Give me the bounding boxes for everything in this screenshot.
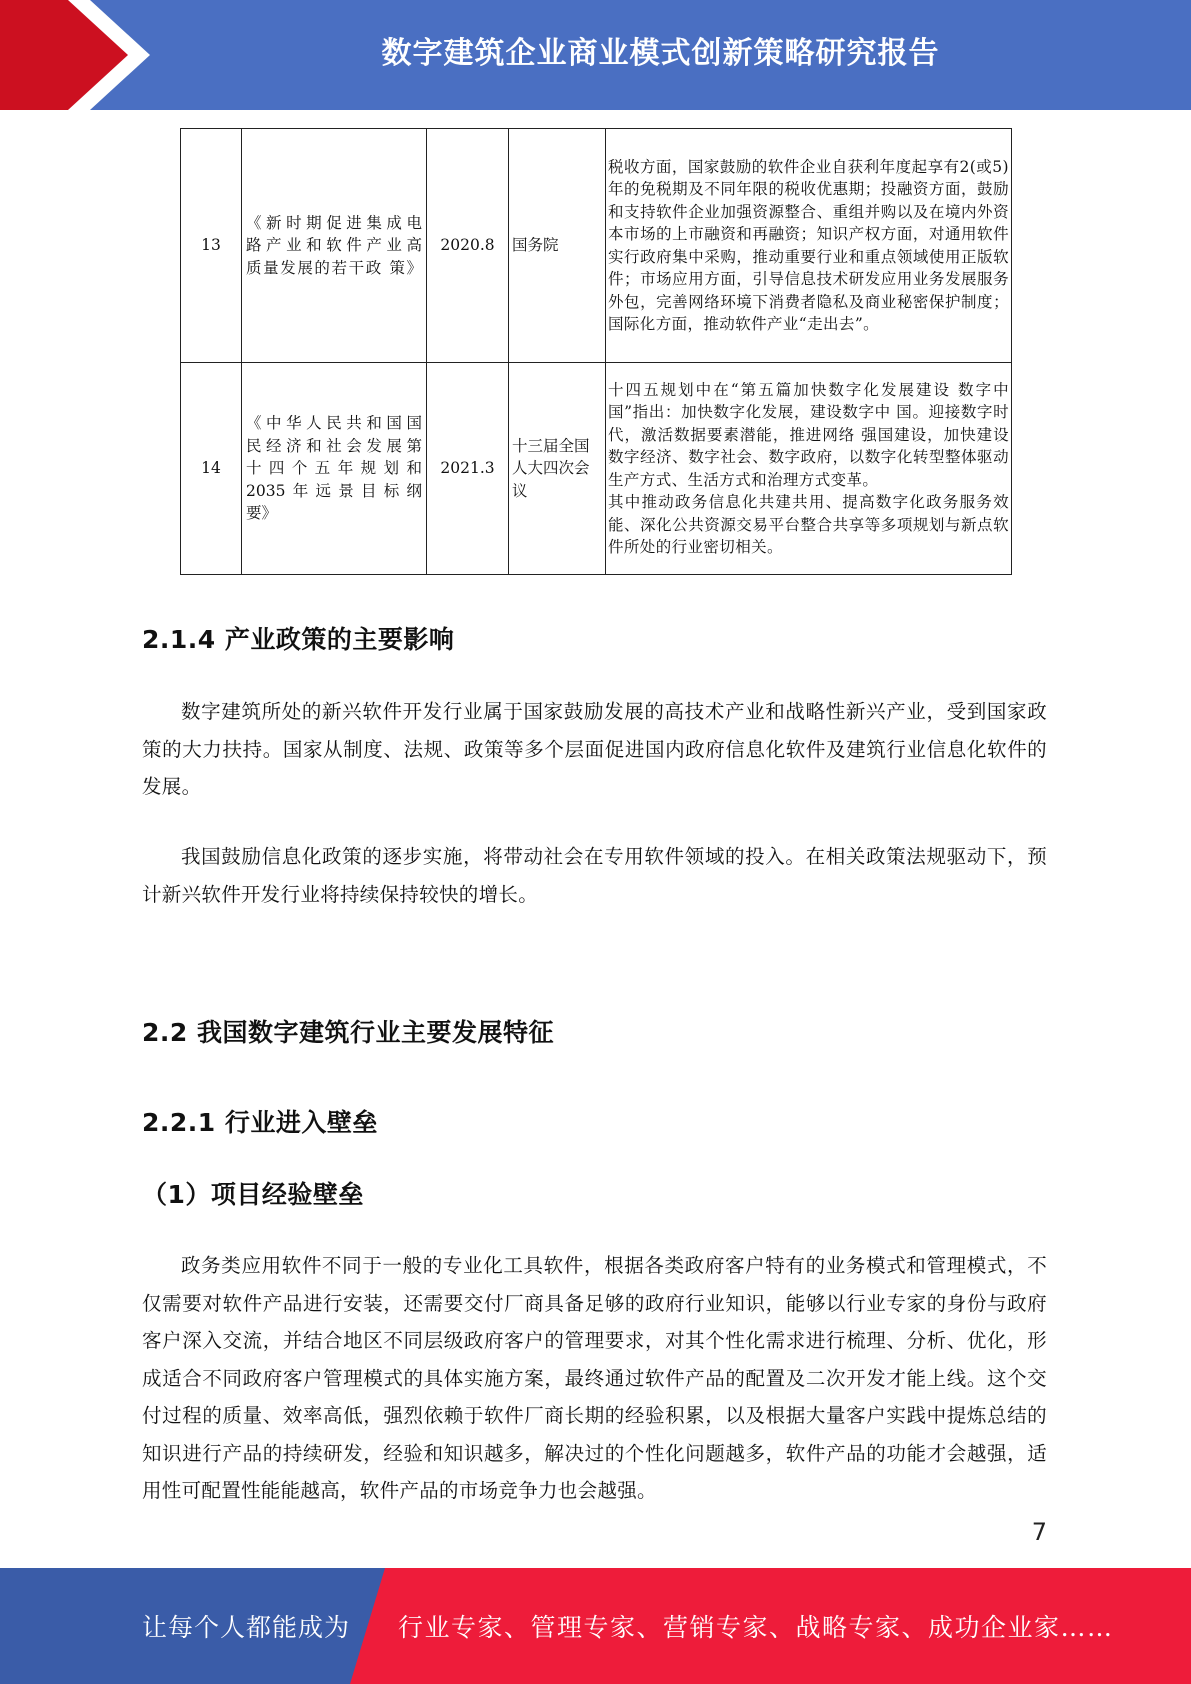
footer-slogan-left: 让每个人都能成为 [142, 1613, 351, 1642]
policy-table [180, 128, 1012, 575]
header-arrow-decoration [0, 0, 160, 110]
row-number: 13 [181, 129, 242, 363]
policy-name-line: 《中华人民共和国国 [246, 414, 422, 433]
sub-subsection-heading: （1）项目经验壁垒 [142, 1180, 364, 1209]
policy-name-line: 路产业和软件产业高 [246, 236, 422, 255]
policy-name-line: 质量发展的若干政 策》 [246, 258, 422, 277]
paragraph: 数字建筑所处的新兴软件开发行业属于国家鼓励发展的高技术产业和战略性新兴产业，受到国家政策的大力扶持。国家从制度、法规、政策等多个层面促进国内政府信息化软件及建筑行业信息化软件的发展。 [142, 700, 1047, 798]
report-title: 数字建筑企业商业模式创新策略研究报告 [381, 36, 940, 71]
section-heading: 2.1.4 产业政策的主要影响 [142, 625, 455, 654]
policy-content: 税收方面，国家鼓励的软件企业自获利年度起享有2(或5)年的免税期及不同年限的税收优惠期；投融资方面，鼓励和支持软件企业加强资源整合、重组并购以及在境内外资本市场的上市融资和再融资；知识产权方面，对通用软件实行政府集中采购，推动重要行业和重点领域使用正版软件；市场应用方面，引导信息技术研发应用业务发展服务外包，完善网络环境下消费者隐私及商业秘密保护制度；国际化方面，推动软件产业“走出去”。 [606, 129, 1012, 363]
policy-content [606, 363, 1012, 575]
table-row [181, 129, 1012, 363]
policy-name-line: 要》 [246, 504, 278, 523]
section-heading: 2.2 我国数字建筑行业主要发展特征 [142, 1018, 554, 1047]
policy-date: 2020.8 [427, 129, 509, 363]
subsection-heading: 2.2.1 行业进入壁垒 [142, 1108, 378, 1137]
policy-name [242, 363, 427, 575]
page-header [0, 0, 1191, 110]
row-number: 14 [181, 363, 242, 575]
policy-name-line: 《新时期促进集成电 [246, 213, 422, 232]
page-number: 7 [1031, 1518, 1047, 1546]
policy-name [242, 129, 427, 363]
issuing-body: 国务院 [509, 129, 606, 363]
policy-name-line: 民经济和社会发展第 [246, 436, 422, 455]
policy-content-part: 十四五规划中在“第五篇加快数字化发展建设 数字中国”指出：加快数字化发展，建设数字中 国。迎接数字时代，激活数据要素潜能，推进网络 强国建设，加快建设数字经济、数字社会、数字政府，以数字化转型整体驱动生产方式、生活方式和治理方式变革。 [608, 380, 1009, 489]
table-row [181, 363, 1012, 575]
policy-date: 2021.3 [427, 363, 509, 575]
policy-content-part: 其中推动政务信息化共建共用、提高数字化政务服务效能、深化公共资源交易平台整合共享等多项规划与新点软件所处的行业密切相关。 [608, 493, 1009, 556]
footer-slogan-right: 行业专家、管理专家、营销专家、战略专家、成功企业家…… [398, 1613, 1114, 1642]
policy-name-line: 2035年远景目标纲 [246, 481, 422, 500]
page-footer [0, 1568, 1191, 1684]
paragraph: 政务类应用软件不同于一般的专业化工具软件，根据各类政府客户特有的业务模式和管理模式，不仅需要对软件产品进行安装，还需要交付厂商具备足够的政府行业知识，能够以行业专家的身份与政府客户深入交流，并结合地区不同层级政府客户的管理要求，对其个性化需求进行梳理、分析、优化，形成适合不同政府客户管理模式的具体实施方案，最终通过软件产品的配置及二次开发才能上线。这个交付过程的质量、效率高低，强烈依赖于软件厂商长期的经验积累，以及根据大量客户实践中提炼总结的知识进行产品的持续研发，经验和知识越多，解决过的个性化问题越多，软件产品的功能才会越强，适用性可配置性能能越高，软件产品的市场竞争力也会越强。 [142, 1254, 1047, 1502]
paragraph: 我国鼓励信息化政策的逐步实施，将带动社会在专用软件领域的投入。在相关政策法规驱动下，预计新兴软件开发行业将持续保持较快的增长。 [142, 845, 1047, 906]
policy-name-line: 十四个五年规划和 [246, 459, 422, 478]
issuing-body: 十三届全国人大四次会议 [509, 363, 606, 575]
